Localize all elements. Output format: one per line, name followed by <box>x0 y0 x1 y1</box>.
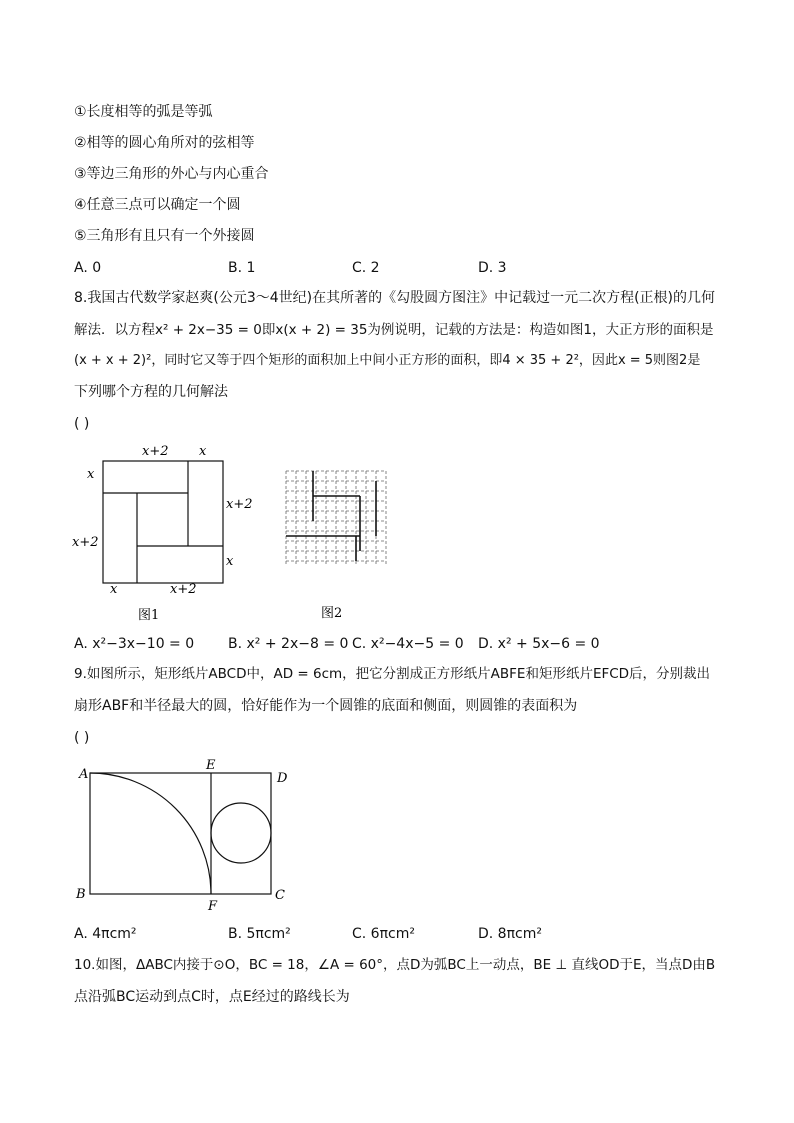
q10-line-2: 点沿弧BC运动到点C时，点E经过的路线长为 <box>74 989 350 1005</box>
statement-1: ①长度相等的弧是等弧 <box>74 104 213 120</box>
q9-paren: ( ) <box>74 730 90 746</box>
fig1-label-left: x+2 <box>72 535 99 550</box>
q8-figure-1 <box>70 438 270 628</box>
q9-line-2: 扇形ABF和半径最大的圆，恰好能作为一个圆锥的底面和侧面，则圆锥的表面积为 <box>74 698 578 714</box>
label-e: E <box>206 758 216 773</box>
q8-line-3: (x + x + 2)²，同时它又等于四个矩形的面积加上中间小正方形的面积，即4 × 35 + 2²，因此x = 5则图2是 <box>74 353 701 368</box>
q8-paren: ( ) <box>74 416 90 432</box>
label-d: D <box>277 771 288 786</box>
fig1-caption: 图1 <box>138 608 160 623</box>
q8-line-4: 下列哪个方程的几何解法 <box>74 384 228 400</box>
q8-line-2: 解法．以方程x² + 2x−35 = 0即x(x + 2) = 35为例说明，记载的方法是：构造如图1，大正方形的面积是 <box>74 322 714 338</box>
fig1-label-right-bottom: x <box>226 554 234 569</box>
q7-option-a: A. 0 <box>74 260 102 276</box>
fig1-label-top-right: x <box>199 444 207 459</box>
q9-option-b: B. 5πcm² <box>228 926 291 942</box>
label-f: F <box>208 899 218 913</box>
q9-option-d: D. 8πcm² <box>478 926 542 942</box>
fig1-label-top-left: x+2 <box>142 444 169 459</box>
fig1-label-bottom-right: x+2 <box>170 582 197 597</box>
statement-5: ⑤三角形有且只有一个外接圆 <box>74 228 255 244</box>
fig1-label-left-top: x <box>87 467 95 482</box>
q8-figure-2 <box>280 466 395 626</box>
label-b: B <box>76 887 86 902</box>
q8-line-1: 8.我国古代数学家赵爽(公元3～4世纪)在其所著的《勾股圆方图注》中记载过一元二次方程(正根)的几何 <box>74 290 716 306</box>
label-c: C <box>275 888 285 903</box>
q7-option-c: C. 2 <box>352 260 380 276</box>
statement-3: ③等边三角形的外心与内心重合 <box>74 166 269 182</box>
q9-option-a: A. 4πcm² <box>74 926 137 942</box>
q10-line-1: 10.如图，ΔABC内接于⊙O，BC = 18，∠A = 60°，点D为弧BC上一动点，BE ⊥ 直线OD于E，当点D由B <box>74 957 716 973</box>
q9-line-1: 9.如图所示，矩形纸片ABCD中，AD = 6cm，把它分割成正方形纸片ABFE和矩形纸片EFCD后，分别裁出 <box>74 666 711 682</box>
q7-option-b: B. 1 <box>228 260 256 276</box>
statement-4: ④任意三点可以确定一个圆 <box>74 197 241 213</box>
q9-option-c: C. 6πcm² <box>352 926 415 942</box>
fig2-caption: 图2 <box>321 606 343 621</box>
fig1-label-bottom-left: x <box>110 582 118 597</box>
q9-figure <box>74 758 304 913</box>
q7-option-d: D. 3 <box>478 260 507 276</box>
q8-option-c: C. x²−4x−5 = 0 <box>352 636 464 652</box>
q8-option-b: B. x² + 2x−8 = 0 <box>228 636 349 652</box>
label-a: A <box>79 767 89 782</box>
q8-option-d: D. x² + 5x−6 = 0 <box>478 636 600 652</box>
q8-option-a: A. x²−3x−10 = 0 <box>74 636 195 652</box>
statement-2: ②相等的圆心角所对的弦相等 <box>74 135 255 151</box>
fig1-label-right: x+2 <box>226 497 253 512</box>
